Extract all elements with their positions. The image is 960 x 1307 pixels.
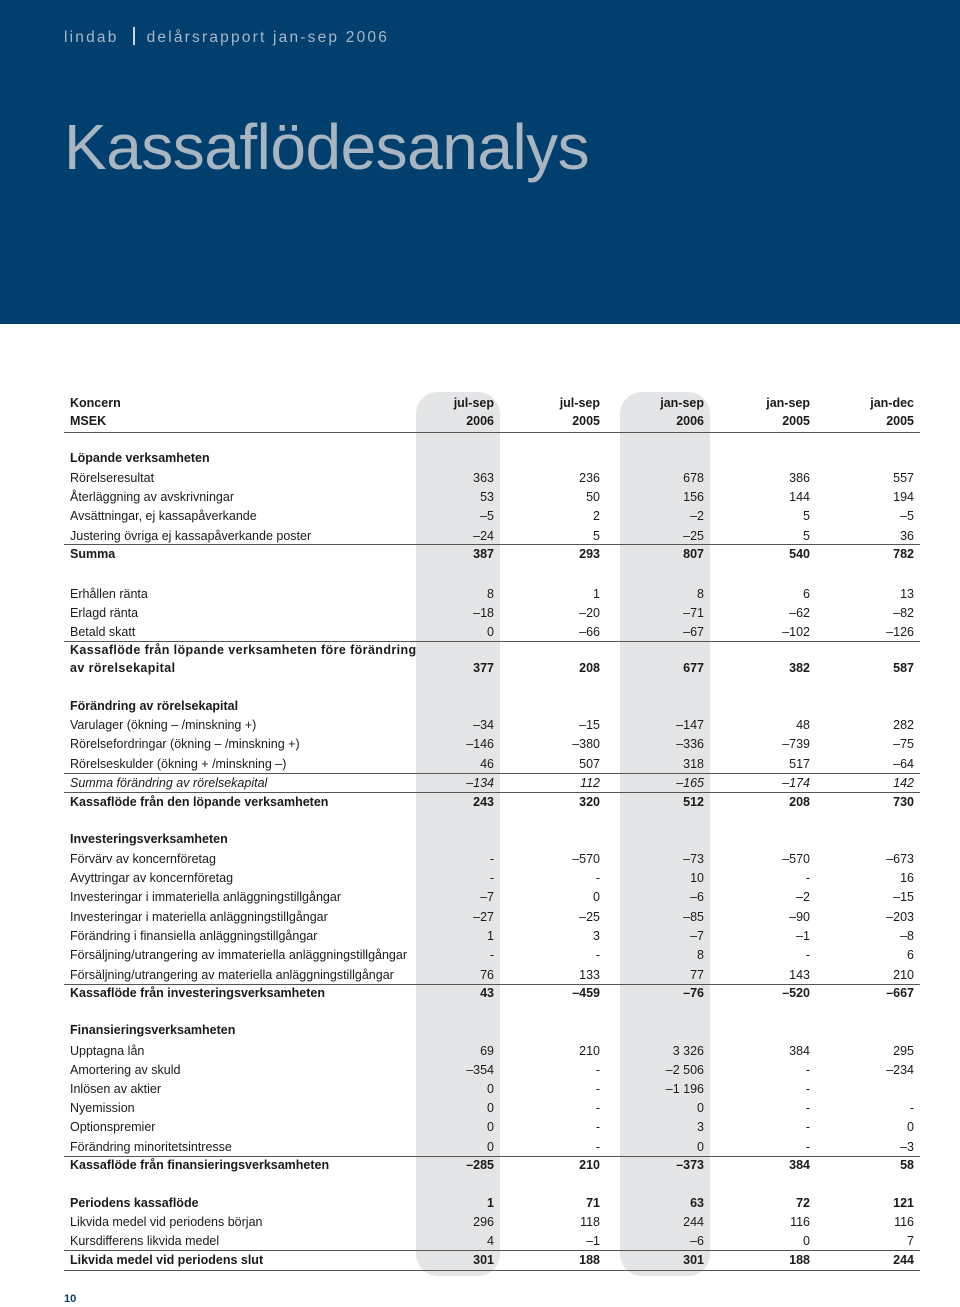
row-value: 384 [789,1044,810,1058]
row-value: 112 [580,776,600,790]
row-value: 295 [893,1044,914,1058]
row-value: 210 [579,1044,600,1058]
row-value: –570 [782,852,810,866]
total-rule [64,641,920,642]
row-value: 296 [473,1215,494,1229]
row-value: 244 [683,1215,704,1229]
row-value: 116 [894,1215,914,1229]
column-header-period: jan-dec [870,396,914,410]
total-rule [64,792,920,793]
row-value: - [805,1140,810,1154]
row-label: Varulager (ökning – /minskning +) [70,718,257,732]
row-value: 236 [579,471,600,485]
section-heading: Löpande verksamheten [70,451,210,465]
table-bottom-rule [64,1270,920,1271]
row-value: –2 506 [665,1063,704,1077]
row-label: Förändring minoritetsintresse [70,1140,232,1154]
row-value: 63 [690,1196,704,1210]
row-value: 0 [593,890,600,904]
row-label: Kassaflöde från investeringsverksamheten [70,986,325,1000]
row-value: 53 [480,490,494,504]
row-value: - [805,1063,810,1077]
total-rule [64,544,920,545]
row-value: –6 [690,1234,704,1248]
row-value: 0 [487,625,494,639]
row-label: Avsättningar, ej kassapåverkande [70,509,257,523]
row-value: 1 [487,1196,494,1210]
table-head-label-msek: MSEK [70,414,107,428]
row-value: 507 [579,757,600,771]
row-value: - [805,948,810,962]
row-value: –673 [886,852,914,866]
row-value: 143 [789,968,810,982]
row-value: –25 [683,529,704,543]
row-value: 188 [579,1253,600,1267]
row-label: Investeringar i materiella anläggningstillgångar [70,910,328,924]
column-header-year: 2005 [782,414,810,428]
row-value: 377 [473,661,494,675]
row-value: 384 [789,1158,810,1172]
row-value: 320 [579,795,600,809]
row-value: 144 [789,490,810,504]
row-value: 118 [580,1215,600,1229]
row-label: Kassaflöde från löpande verksamheten före förändring [70,643,417,657]
row-value: –102 [782,625,810,639]
row-value: 5 [593,529,600,543]
row-value: - [595,1101,600,1115]
row-label: Betald skatt [70,625,136,639]
row-value: - [805,1082,810,1096]
row-label: Justering övriga ej kassapåverkande poster [70,529,312,543]
row-value: 76 [480,968,494,982]
header-divider [133,27,135,45]
row-value: - [595,1063,600,1077]
row-value: 517 [789,757,810,771]
row-value: –3 [900,1140,914,1154]
row-value: 512 [683,795,704,809]
row-value: - [595,871,600,885]
column-header-period: jan-sep [766,396,810,410]
row-value: –520 [782,986,810,1000]
row-value: 807 [683,547,704,561]
row-label: Kassaflöde från finansieringsverksamheten [70,1158,330,1172]
row-value: –27 [473,910,494,924]
total-rule [64,1156,920,1157]
row-value: 5 [803,529,810,543]
row-value: –67 [683,625,704,639]
page-number: 10 [64,1293,77,1305]
row-label: Inlösen av aktier [70,1082,162,1096]
row-value: –354 [466,1063,494,1077]
row-label: Försäljning/utrangering av immateriella anläggningstillgångar [70,948,407,962]
row-value: –18 [473,606,494,620]
total-rule [64,773,920,774]
row-value: 318 [683,757,704,771]
row-value: 0 [697,1140,704,1154]
row-value: 188 [789,1253,810,1267]
row-value: - [805,1120,810,1134]
column-header-year: 2006 [676,414,704,428]
row-value: 50 [586,490,600,504]
row-value: –6 [690,890,704,904]
row-value: 0 [697,1101,704,1115]
row-value: - [489,852,494,866]
row-value: –82 [893,606,914,620]
row-value: 0 [487,1120,494,1134]
row-value: 10 [690,871,704,885]
row-value: –34 [473,718,494,732]
page-title: Kassaflödesanalys [64,111,590,183]
row-label: Förvärv av koncernföretag [70,852,216,866]
row-value: 0 [907,1120,914,1134]
row-value: –174 [782,776,810,790]
row-value: 194 [893,490,914,504]
row-label: Summa förändring av rörelsekapital [70,776,268,790]
row-value: 0 [803,1234,810,1248]
row-value: 8 [697,587,704,601]
column-header-period: jan-sep [660,396,704,410]
page-header [0,0,960,324]
row-value: 46 [480,757,494,771]
row-value: –64 [893,757,914,771]
section-heading: Förändring av rörelsekapital [70,699,239,713]
row-value: –380 [572,737,600,751]
row-value: 4 [487,1234,494,1248]
row-value: 5 [803,509,810,523]
row-value: –5 [480,509,494,523]
total-rule [64,1250,920,1251]
row-value: 133 [579,968,600,982]
table-head-label-koncern: Koncern [70,396,121,410]
row-value: –1 [586,1234,600,1248]
row-value: 208 [789,795,810,809]
row-value: –7 [480,890,494,904]
row-value: 48 [796,718,810,732]
row-value: –8 [900,929,914,943]
row-value: 244 [893,1253,914,1267]
row-value: 386 [789,471,810,485]
row-value: 1 [593,587,600,601]
row-value: –75 [893,737,914,751]
row-value: 210 [579,1158,600,1172]
row-value: 16 [900,871,914,885]
row-value: –373 [676,1158,704,1172]
row-value: –71 [683,606,704,620]
row-value: 71 [586,1196,600,1210]
row-value: –2 [690,509,704,523]
row-value: 387 [473,547,494,561]
row-label: Rörelseresultat [70,471,155,485]
row-label: Rörelsefordringar (ökning – /minskning +) [70,737,300,751]
row-value: 8 [697,948,704,962]
row-value: - [805,871,810,885]
row-value: –203 [886,910,914,924]
row-value: –66 [579,625,600,639]
row-value: - [595,1120,600,1134]
row-value: 210 [893,968,914,982]
section-heading: Investeringsverksamheten [70,832,228,846]
row-value: –1 196 [665,1082,704,1096]
row-value: –234 [886,1063,914,1077]
column-header-period: jul-sep [559,396,600,410]
row-value: –336 [676,737,704,751]
column-header-year: 2005 [572,414,600,428]
row-value: - [909,1101,914,1115]
report-name: delårsrapport jan-sep 2006 [146,29,390,46]
row-value: 382 [789,661,810,675]
row-label: Rörelseskulder (ökning + /minskning –) [70,757,287,771]
row-value: - [595,1082,600,1096]
row-value: –667 [886,986,914,1000]
row-value: 13 [900,587,914,601]
column-header-year: 2006 [466,414,494,428]
row-value: –7 [690,929,704,943]
row-value: 156 [683,490,704,504]
row-value: 0 [487,1082,494,1096]
row-value: 363 [473,471,494,485]
row-value: –62 [789,606,810,620]
row-value: –146 [466,737,494,751]
row-value: –2 [796,890,810,904]
row-value: 3 326 [672,1044,704,1058]
row-value: 36 [900,529,914,543]
row-label: Periodens kassaflöde [70,1196,199,1210]
row-value: 69 [480,1044,494,1058]
brand-name: lindab [64,29,119,46]
row-value: 142 [893,776,914,790]
row-label: Erhållen ränta [70,587,148,601]
row-value: 77 [690,968,704,982]
row-value: –24 [473,529,494,543]
row-value: –90 [789,910,810,924]
row-value: 0 [487,1101,494,1115]
row-value: 678 [683,471,704,485]
row-value: –25 [579,910,600,924]
row-label: Nyemission [70,1101,135,1115]
row-value: –15 [579,718,600,732]
row-label: Likvida medel vid periodens början [70,1215,263,1229]
row-value: –570 [572,852,600,866]
row-label: Optionspremier [70,1120,156,1134]
row-value: 208 [579,661,600,675]
row-value: –165 [676,776,704,790]
row-value: 301 [683,1253,704,1267]
row-value: –15 [893,890,914,904]
row-value: 557 [893,471,914,485]
row-value: –76 [683,986,704,1000]
row-value: 72 [796,1196,810,1210]
row-label: Summa [70,547,116,561]
row-value: 3 [593,929,600,943]
row-value: 43 [480,986,494,1000]
row-label: Upptagna lån [70,1044,145,1058]
row-value: 782 [893,547,914,561]
row-value: 58 [900,1158,914,1172]
row-value: - [595,1140,600,1154]
row-value: 1 [487,929,494,943]
row-label: av rörelsekapital [70,661,176,675]
row-label: Erlagd ränta [70,606,139,620]
row-value: 293 [579,547,600,561]
row-value: 6 [907,948,914,962]
row-label: Amortering av skuld [70,1063,181,1077]
row-value: 8 [487,587,494,601]
row-value: –459 [572,986,600,1000]
section-heading: Finansieringsverksamheten [70,1023,236,1037]
total-rule [64,984,920,985]
row-value: - [489,871,494,885]
row-value: –85 [683,910,704,924]
row-label: Kassaflöde från den löpande verksamheten [70,795,329,809]
row-label: Förändring i finansiella anläggningstillgångar [70,929,318,943]
row-value: –285 [466,1158,494,1172]
row-value: 587 [893,661,914,675]
row-label: Avyttringar av koncernföretag [70,871,234,885]
column-header-period: jul-sep [453,396,494,410]
row-label: Återläggning av avskrivningar [70,490,234,504]
row-value: - [489,948,494,962]
row-value: 6 [803,587,810,601]
row-label: Kursdifferens likvida medel [70,1234,220,1248]
row-value: 3 [697,1120,704,1134]
row-value: 540 [789,547,810,561]
row-value: –739 [782,737,810,751]
row-value: 121 [893,1196,914,1210]
row-value: 0 [487,1140,494,1154]
row-value: –1 [796,929,810,943]
row-value: 243 [473,795,494,809]
row-label: Försäljning/utrangering av materiella anläggningstillgångar [70,968,394,982]
row-value: –5 [900,509,914,523]
header-rule [64,432,920,433]
row-value: - [805,1101,810,1115]
row-value: - [595,948,600,962]
row-value: –20 [579,606,600,620]
row-value: 7 [907,1234,914,1248]
row-value: 282 [893,718,914,732]
row-value: –134 [466,776,494,790]
row-label: Likvida medel vid periodens slut [70,1253,264,1267]
row-value: 301 [473,1253,494,1267]
column-header-year: 2005 [886,414,914,428]
header-topline [64,27,389,47]
row-value: 677 [683,661,704,675]
row-value: –73 [683,852,704,866]
row-value: –126 [886,625,914,639]
row-value: –147 [676,718,704,732]
row-value: 730 [893,795,914,809]
row-label: Investeringar i immateriella anläggningstillgångar [70,890,341,904]
row-value: 2 [593,509,600,523]
row-value: 116 [790,1215,810,1229]
